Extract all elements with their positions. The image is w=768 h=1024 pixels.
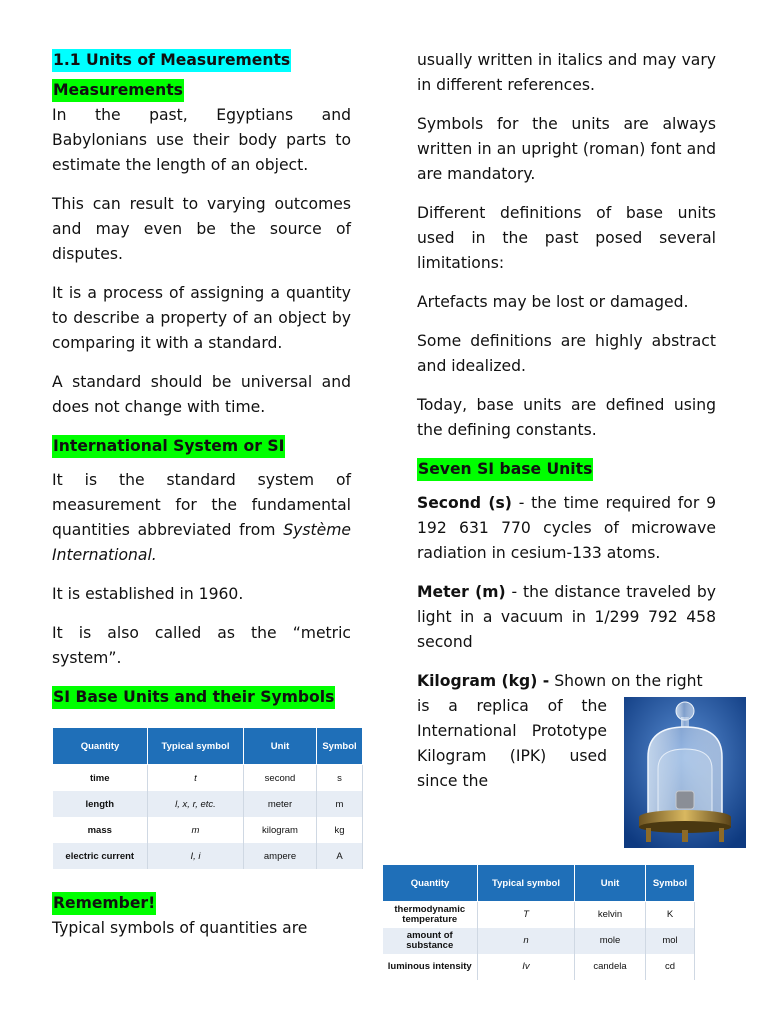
paragraph-limitations: Different definitions of base units used in the past posed several limitations: xyxy=(417,204,716,272)
paragraph-process-definition: It is a process of assigning a quantity to describe a property of an object by comparing it with a standard. xyxy=(52,284,351,352)
meter-term: Meter (m) xyxy=(417,583,506,601)
table-row xyxy=(53,791,363,817)
table-row xyxy=(53,817,363,843)
kilogram-definition: is a replica of the International Prototype Kilogram (IPK) used since the xyxy=(417,697,607,790)
paragraph-standard: A standard should be universal and does not change with time. xyxy=(52,373,351,416)
table-row xyxy=(53,843,363,869)
remember-heading: Remember! xyxy=(52,892,156,915)
paragraph-abstract: Some definitions are highly abstract and idealized. xyxy=(417,332,716,375)
header-typical-symbol: Typical symbol xyxy=(478,865,575,902)
header-quantity: Quantity xyxy=(53,728,148,765)
seven-si-heading: Seven SI base Units xyxy=(417,458,593,481)
paragraph-body-parts: In the past, Egyptians and Babylonians use their body parts to estimate the length of an object. xyxy=(52,106,351,174)
cell-symbol: m xyxy=(317,791,363,817)
header-unit: Unit xyxy=(244,728,317,765)
cell-typical-symbol: n xyxy=(478,928,575,954)
cell-symbol: kg xyxy=(317,817,363,843)
cell-unit: second xyxy=(244,765,317,792)
header-unit: Unit xyxy=(575,865,646,902)
cell-typical-symbol: m xyxy=(148,817,244,843)
kilogram-term: Kilogram (kg) - xyxy=(417,672,550,690)
paragraph-artefacts: Artefacts may be lost or damaged. xyxy=(417,293,689,311)
cell-unit: candela xyxy=(575,954,646,980)
cell-unit: meter xyxy=(244,791,317,817)
paragraph-meter xyxy=(417,580,716,655)
paragraph-remember: Typical symbols of quantities are xyxy=(52,919,308,937)
si-base-units-table-1 xyxy=(52,727,363,869)
table-header-row xyxy=(383,865,695,902)
cell-typical-symbol: l, x, r, etc. xyxy=(148,791,244,817)
second-definition: - the time required for 9 192 631 770 cycles of microwave radiation in cesium-133 atoms. xyxy=(417,494,717,562)
table-heading: SI Base Units and their Symbols xyxy=(52,686,335,709)
kilogram-first-line xyxy=(417,669,716,694)
cell-quantity: mass xyxy=(53,817,148,843)
paragraph-italics: usually written in italics and may vary in different references. xyxy=(417,51,716,94)
header-symbol: Symbol xyxy=(317,728,363,765)
cell-unit: mole xyxy=(575,928,646,954)
cell-symbol: s xyxy=(317,765,363,792)
cell-symbol: mol xyxy=(646,928,695,954)
si-definition-text: It is the standard system of measurement for the fundamental quantities abbreviated from xyxy=(52,471,351,539)
table-header-row xyxy=(53,728,363,765)
table-row xyxy=(383,954,695,980)
cell-unit: kilogram xyxy=(244,817,317,843)
cell-quantity: time xyxy=(53,765,148,792)
cell-quantity: length xyxy=(53,791,148,817)
cell-typical-symbol: t xyxy=(148,765,244,792)
paragraph-defining-constants: Today, base units are defined using the defining constants. xyxy=(417,396,716,439)
header-quantity: Quantity xyxy=(383,865,478,902)
paragraph-si-definition xyxy=(52,468,351,568)
second-term: Second (s) xyxy=(417,494,512,512)
ipk-photo xyxy=(624,697,746,848)
cell-symbol: A xyxy=(317,843,363,869)
table-row xyxy=(53,765,363,792)
cell-symbol: cd xyxy=(646,954,695,980)
cell-quantity: luminous intensity xyxy=(383,954,478,980)
left-column-bottom xyxy=(52,891,351,941)
paragraph-unit-symbols: Symbols for the units are always written in an upright (roman) font and are mandatory. xyxy=(417,115,716,183)
cell-unit: kelvin xyxy=(575,902,646,929)
left-column xyxy=(52,48,351,713)
si-base-units-table-2 xyxy=(382,864,695,980)
table-row xyxy=(383,902,695,929)
section-title: 1.1 Units of Measurements xyxy=(52,49,291,72)
cell-quantity: amount of substance xyxy=(383,928,478,954)
si-heading: International System or SI xyxy=(52,435,285,458)
paragraph-metric-system: It is also called as the “metric system”. xyxy=(52,624,351,667)
header-typical-symbol: Typical symbol xyxy=(148,728,244,765)
cell-quantity: thermodynamic temperature xyxy=(383,902,478,929)
cell-typical-symbol: T xyxy=(478,902,575,929)
paragraph-varying-outcomes: This can result to varying outcomes and may even be the source of disputes. xyxy=(52,195,351,263)
cell-quantity: electric current xyxy=(53,843,148,869)
paragraph-established: It is established in 1960. xyxy=(52,585,244,603)
cell-typical-symbol: Iv xyxy=(478,954,575,980)
right-column xyxy=(417,48,716,808)
cell-unit: ampere xyxy=(244,843,317,869)
paragraph-second xyxy=(417,491,716,566)
cell-typical-symbol: I, i xyxy=(148,843,244,869)
header-symbol: Symbol xyxy=(646,865,695,902)
si-french-name: Système International. xyxy=(52,521,351,564)
table-row xyxy=(383,928,695,954)
cell-symbol: K xyxy=(646,902,695,929)
meter-definition: - the distance traveled by light in a vacuum in 1/299 792 458 second xyxy=(417,583,716,651)
kilogram-first-words: Shown on the right xyxy=(549,672,703,690)
measurements-heading: Measurements xyxy=(52,79,184,102)
